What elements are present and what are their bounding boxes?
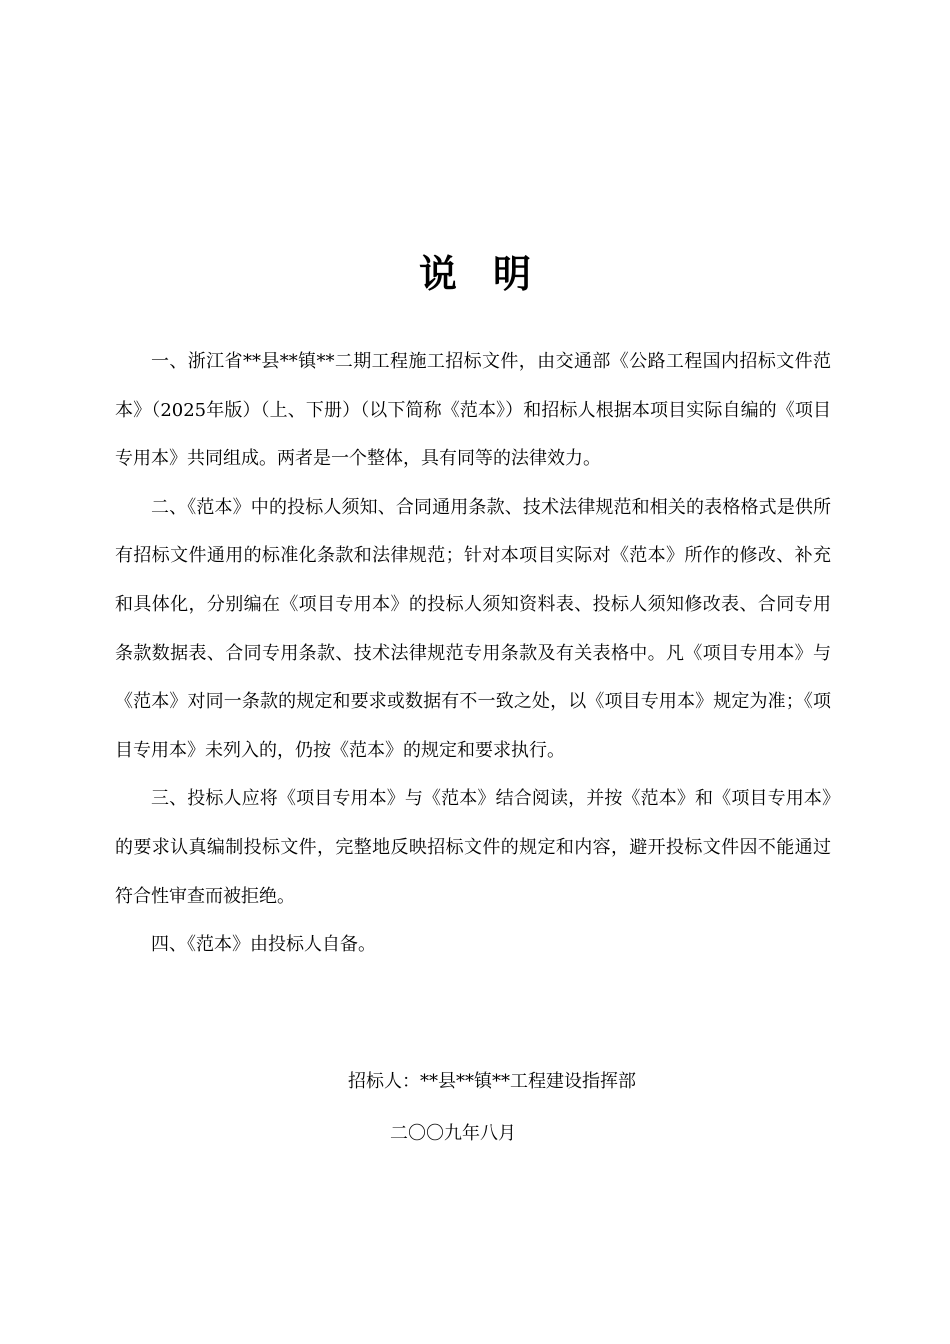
paragraph-3: 三、投标人应将《项目专用本》与《范本》结合阅读，并按《范本》和《项目专用本》的要求认真编制投标文件，完整地反映招标文件的规定和内容，避开投标文件因不能通过符合性审查而被拒绝。	[115, 788, 831, 907]
paragraph-1: 一、浙江省**县**镇**二期工程施工招标文件，由交通部《公路工程国内招标文件范本》（2025年版）（上、下册）（以下简称《范本》）和招标人根据本项目实际自编的《项目专用本》共同组成。两者是一个整体，具有同等的法律效力。	[115, 351, 831, 470]
paragraph-4: 四、《范本》由投标人自备。	[151, 934, 376, 956]
body-text	[115, 338, 831, 970]
title-char-1: 说	[418, 252, 457, 296]
signer-line: 招标人：**县**镇**工程建设指挥部	[348, 1071, 636, 1092]
title-char-2: 明	[493, 252, 532, 296]
paragraph-2: 二、《范本》中的投标人须知、合同通用条款、技术法律规范和相关的表格格式是供所有招标文件通用的标准化条款和法律规范；针对本项目实际对《范本》所作的修改、补充和具体化，分别编在《项目专用本》的投标人须知资料表、投标人须知修改表、合同专用条款数据表、合同专用条款、技术法律规范专用条款及有关表格中。凡《项目专用本》与《范本》对同一条款的规定和要求或数据有不一致之处，以《项目专用本》规定为准；《项目专用本》未列入的，仍按《范本》的规定和要求执行。	[115, 496, 831, 761]
date-line: 二〇〇九年八月	[390, 1123, 516, 1144]
page-title	[0, 246, 950, 302]
